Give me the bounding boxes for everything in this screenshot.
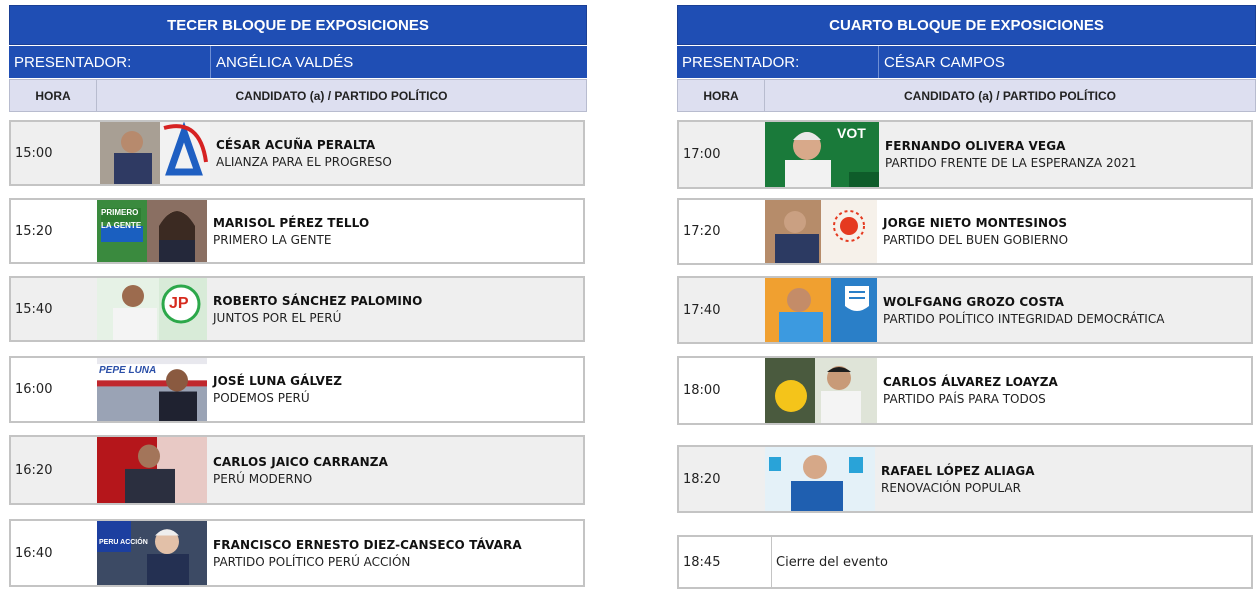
candidate-photo (765, 278, 877, 342)
table-row (9, 435, 585, 505)
row-time: 17:00 (683, 147, 721, 162)
party-logo-text: PRIMERO LA GENTE (101, 208, 142, 230)
party-name: RENOVACIÓN POPULAR (881, 480, 1021, 495)
right-block (677, 5, 1256, 570)
candidate-name: FRANCISCO ERNESTO DIEZ-CANSECO TÁVARA (213, 537, 522, 552)
table-row (677, 198, 1253, 265)
party-logo-text: PEPE LUNA (99, 365, 157, 376)
block-title: TECER BLOQUE DE EXPOSICIONES (9, 5, 587, 45)
table-header (9, 79, 587, 112)
row-info (210, 122, 583, 184)
row-info (207, 521, 583, 585)
candidate-name: FERNANDO OLIVERA VEGA (885, 139, 1066, 153)
row-info (875, 447, 1251, 511)
table-row (9, 519, 585, 587)
candidate-name: MARISOL PÉREZ TELLO (213, 215, 370, 230)
row-time: 18:45 (679, 537, 772, 587)
party-name: PARTIDO PAÍS PARA TODOS (883, 392, 1046, 406)
table-row (677, 276, 1253, 344)
candidate-name: CARLOS JAICO CARRANZA (213, 454, 388, 469)
party-name: PODEMOS PERÚ (213, 391, 310, 405)
row-info (879, 122, 1251, 187)
closing-row (677, 535, 1253, 589)
row-time: 17:40 (683, 302, 721, 318)
presenter-label: PRESENTADOR: (9, 46, 211, 78)
candidate-photo (765, 200, 877, 263)
table-row (677, 356, 1253, 425)
presenter-bar (677, 46, 1256, 78)
presenter-bar (9, 46, 587, 78)
party-name: PARTIDO DEL BUEN GOBIERNO (883, 233, 1069, 247)
row-time: 15:40 (15, 301, 53, 317)
header-hora: HORA (10, 80, 97, 111)
party-logo-text: JP (169, 295, 189, 312)
party-name: PARTIDO POLÍTICO INTEGRIDAD DEMOCRÁTICA (883, 311, 1165, 326)
table-row (9, 276, 585, 342)
party-name: PARTIDO POLÍTICO PERÚ ACCIÓN (213, 554, 411, 569)
candidate-name: JORGE NIETO MONTESINOS (883, 216, 1068, 230)
row-time: 15:20 (15, 223, 53, 239)
candidate-name: RAFAEL LÓPEZ ALIAGA (881, 463, 1035, 478)
row-time: 16:40 (15, 545, 53, 561)
presenter-name: ANGÉLICA VALDÉS (216, 53, 354, 71)
party-logo-text: PERU ACCIÓN (99, 539, 148, 546)
candidate-photo (97, 278, 207, 340)
closing-text: Cierre del evento (776, 554, 888, 570)
table-row (9, 120, 585, 186)
header-candidate: CANDIDATO (a) / PARTIDO POLÍTICO (235, 88, 448, 103)
candidate-photo (765, 122, 879, 187)
table-row (677, 445, 1253, 513)
candidate-name: CARLOS ÁLVAREZ LOAYZA (883, 375, 1058, 389)
candidate-name: ROBERTO SÁNCHEZ PALOMINO (213, 293, 423, 308)
candidate-photo (97, 200, 207, 262)
row-info (207, 278, 583, 340)
row-time: 18:00 (683, 383, 721, 398)
row-info (877, 358, 1251, 423)
table-row (9, 356, 585, 423)
row-time: 15:00 (15, 145, 53, 161)
candidate-name: JOSÉ LUNA GÁLVEZ (213, 374, 343, 388)
candidate-photo (765, 447, 875, 511)
left-block (9, 5, 587, 569)
party-name: ALIANZA PARA EL PROGRESO (216, 154, 392, 169)
party-logo-text: VOT (837, 125, 866, 141)
row-info (207, 358, 583, 421)
presenter-label: PRESENTADOR: (677, 46, 879, 78)
row-info (877, 278, 1251, 342)
row-time: 17:20 (683, 224, 721, 239)
candidate-name: WOLFGANG GROZO COSTA (883, 294, 1065, 309)
row-info (207, 437, 583, 503)
candidate-photo (97, 521, 207, 585)
party-name: PRIMERO LA GENTE (213, 232, 332, 247)
candidate-photo (765, 358, 877, 423)
header-hora: HORA (678, 80, 765, 111)
header-candidate: CANDIDATO (a) / PARTIDO POLÍTICO (904, 88, 1116, 103)
row-time: 16:00 (15, 382, 53, 397)
candidate-photo (97, 437, 207, 503)
row-info (877, 200, 1251, 263)
candidate-name: CÉSAR ACUÑA PERALTA (216, 137, 376, 152)
table-row (9, 198, 585, 264)
row-time: 16:20 (15, 462, 53, 478)
candidate-photo (97, 358, 207, 421)
candidate-photo (100, 122, 210, 184)
row-time: 18:20 (683, 471, 721, 487)
row-info (207, 200, 583, 262)
presenter-name: CÉSAR CAMPOS (884, 53, 1005, 71)
table-row (677, 120, 1253, 189)
party-name: PARTIDO FRENTE DE LA ESPERANZA 2021 (885, 156, 1137, 170)
party-name: JUNTOS POR EL PERÚ (213, 310, 342, 325)
block-title: CUARTO BLOQUE DE EXPOSICIONES (677, 5, 1256, 45)
table-header (677, 79, 1256, 112)
party-name: PERÚ MODERNO (213, 471, 313, 486)
